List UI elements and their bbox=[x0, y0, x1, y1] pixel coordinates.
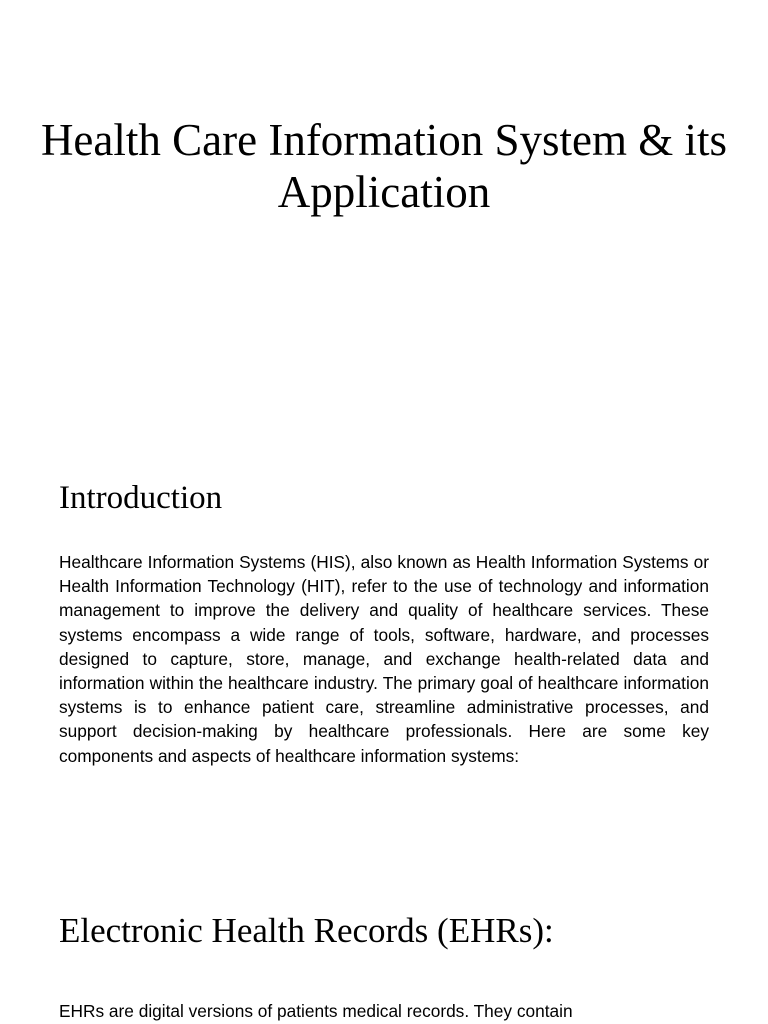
section-body-introduction: Healthcare Information Systems (HIS), also known as Health Information Systems or Health Information Technology (HIT), refer to the use of technology and information management to improve the delivery and quality of healthcare services. These systems encompass a wide range of tools, software, hardware, and processes designed to capture, store, manage, and exchange health-related data and information within the healthcare industry. The primary goal of healthcare information systems is to enhance patient care, streamline administrative processes, and support decision-making by healthcare professionals. Here are some key components and aspects of healthcare information systems: bbox=[59, 552, 709, 766]
document-title: Health Care Information System & its Application bbox=[40, 115, 728, 217]
section-body-ehr: EHRs are digital versions of patients medical records. They contain bbox=[59, 1001, 573, 1021]
section-heading-ehr: Electronic Health Records (EHRs): bbox=[59, 911, 554, 950]
section-heading-introduction: Introduction bbox=[59, 480, 223, 516]
